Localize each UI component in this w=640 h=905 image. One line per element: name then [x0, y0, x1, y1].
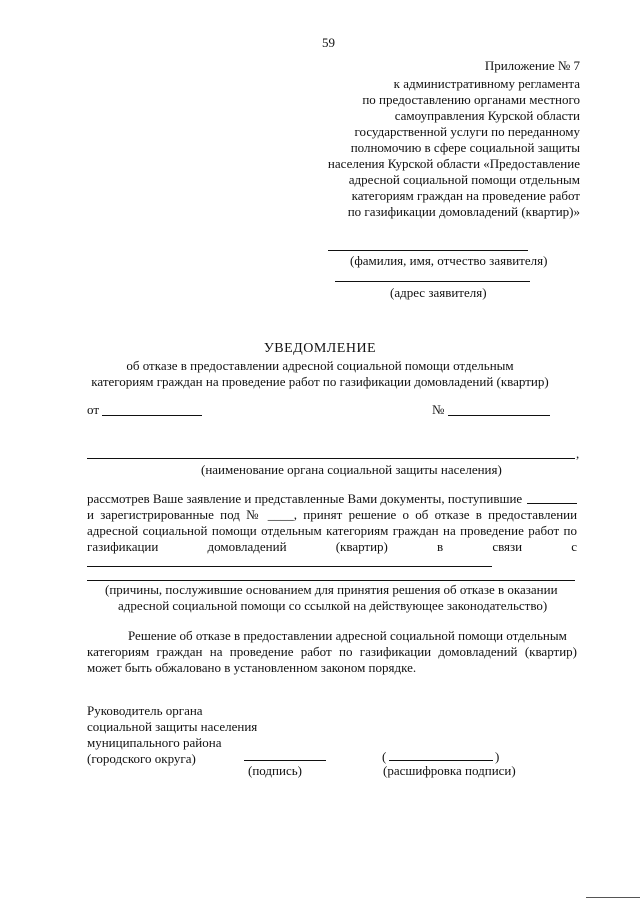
reasons-caption-line-2: адресной социальной помощи со ссылкой на действующее законодательство) — [118, 598, 548, 613]
signature-decode-field-line[interactable] — [389, 760, 493, 761]
number-label: № — [432, 402, 445, 417]
number-field-line[interactable] — [448, 415, 550, 416]
appeal-line-3: может быть обжаловано в установленном законом порядке. — [87, 660, 417, 675]
appeal-line-2: категориям граждан на проведение работ по газификации домовладений (квартир) — [87, 644, 577, 659]
body-line-2: и зарегистрированные под № ____, принят решение о об отказе в предоставлении — [87, 507, 578, 522]
page-number: 59 — [322, 35, 335, 50]
signer-position-line: (городского округа) — [87, 751, 196, 766]
signer-position-line: муниципального района — [87, 735, 222, 750]
from-label: от — [87, 402, 100, 417]
scan-edge-line — [586, 897, 640, 898]
appendix-line: по предоставлению органами местного — [362, 92, 580, 107]
body-line-3: адресной социальной помощи отдельным категориям граждан на проведение работ по — [87, 523, 577, 538]
notice-subtitle-line-1: об отказе в предоставлении адресной социальной помощи отдельным — [126, 358, 514, 373]
appendix-block — [300, 58, 580, 220]
notice-title: УВЕДОМЛЕНИЕ — [263, 341, 377, 356]
appendix-line: полномочию в сфере социальной защиты — [350, 140, 580, 155]
authority-comma: , — [576, 446, 580, 461]
appendix-line: по газификации домовладений (квартир)» — [347, 204, 580, 219]
applicant-address-line[interactable] — [335, 281, 530, 282]
applicant-name-line[interactable] — [328, 250, 528, 251]
body-line-1: рассмотрев Ваше заявление и представленные Вами документы, поступившие — [87, 491, 523, 506]
appendix-line: Приложение № 7 — [484, 58, 580, 73]
decode-close-paren: ) — [495, 749, 500, 764]
received-field-line[interactable] — [527, 503, 577, 504]
applicant-address-caption: (адрес заявителя) — [390, 285, 487, 300]
authority-name-line[interactable] — [87, 458, 575, 459]
signer-position-line: Руководитель органа — [87, 703, 203, 718]
appendix-line: к административному регламента — [393, 76, 580, 91]
reasons-line-1[interactable] — [87, 566, 492, 567]
decode-open-paren: ( — [382, 749, 387, 764]
applicant-name-caption: (фамилия, имя, отчество заявителя) — [350, 253, 548, 268]
reasons-line-2[interactable] — [87, 580, 575, 581]
notice-subtitle-line-2: категориям граждан на проведение работ по газификации домовладений (квартир) — [91, 374, 549, 389]
appendix-line: категориям граждан на проведение работ — [351, 188, 580, 203]
appendix-line: государственной услуги по переданному — [354, 124, 580, 139]
signature-decode-caption: (расшифровка подписи) — [383, 763, 516, 778]
body-line-4: газификации домовладений (квартир) в связи с — [87, 539, 578, 554]
signature-caption: (подпись) — [248, 763, 302, 778]
signer-position-line: социальной защиты населения — [87, 719, 258, 734]
authority-caption: (наименование органа социальной защиты населения) — [201, 462, 502, 477]
signature-field-line[interactable] — [244, 760, 326, 761]
appeal-line-1: Решение об отказе в предоставлении адресной социальной помощи отдельным — [128, 628, 567, 643]
reasons-caption-line-1: (причины, послужившие основанием для принятия решения об отказе в оказании — [105, 582, 558, 597]
appendix-line: самоуправления Курской области — [394, 108, 580, 123]
appendix-line: населения Курской области «Предоставление — [327, 156, 580, 171]
date-field-line[interactable] — [102, 415, 202, 416]
appendix-line: адресной социальной помощи отдельным — [348, 172, 580, 187]
